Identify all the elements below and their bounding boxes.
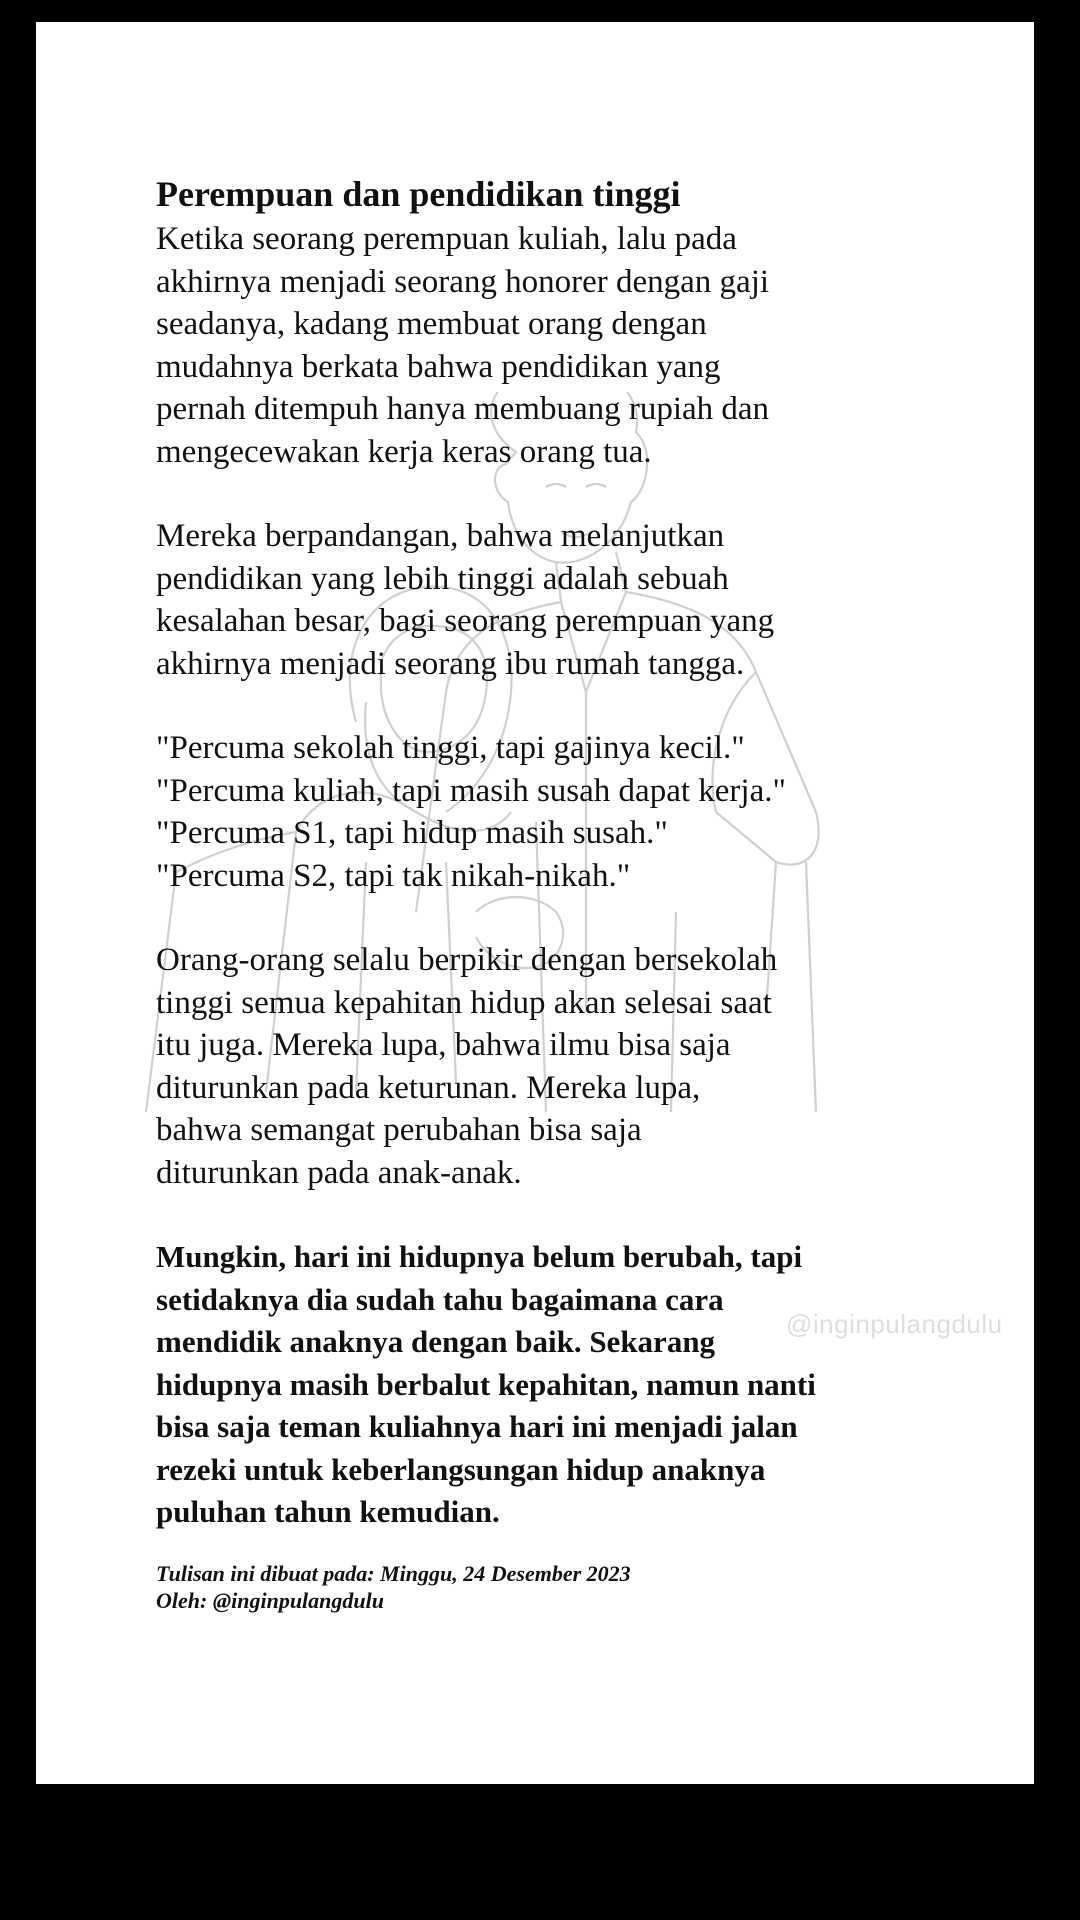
document-page [36, 22, 1034, 1784]
quotes-block [156, 727, 936, 897]
watermark-text: @inginpulangdulu [786, 1309, 1003, 1339]
quote-line: "Percuma S2, tapi tak nikah-nikah." [156, 857, 631, 894]
footer-date: Tulisan ini dibuat pada: Minggu, 24 Desember 2023 [156, 1560, 631, 1586]
article-body [156, 172, 936, 1614]
quote-line: "Percuma S1, tapi hidup masih susah." [156, 815, 668, 851]
article-title: Perempuan dan pendidikan tinggi [156, 174, 681, 214]
quote-line: "Percuma sekolah tinggi, tapi gajinya kecil." [156, 730, 745, 766]
paragraph-2: Mereka berpandangan, bahwa melanjutkan pendidikan yang lebih tinggi adalah sebuah kesalahan besar, bagi seorang perempuan yang akhirnya menjadi seorang ibu rumah tangga. [156, 518, 775, 682]
paragraph-3: Orang-orang selalu berpikir dengan bersekolah tinggi semua kepahitan hidup akan selesai saat itu juga. Mereka lupa, bahwa ilmu bisa saja diturunkan pada keturunan. Mereka lupa, bahwa semangat perubahan bisa saja diturunkan pada anak-anak. [156, 942, 778, 1191]
paragraph-1: Ketika seorang perempuan kuliah, lalu pada akhirnya menjadi seorang honorer dengan gaji seadanya, kadang membuat orang dengan mudahnya berkata bahwa pendidikan yang pernah ditempuh hanya membuang rupiah dan mengecewakan kerja keras orang tua. [156, 221, 770, 470]
quote-line: "Percuma kuliah, tapi masih susah dapat kerja." [156, 772, 786, 809]
paragraph-4-bold: Mungkin, hari ini hidupnya belum berubah, tapi setidaknya dia sudah tahu bagaimana cara mendidik anaknya dengan baik. Sekarang hidupnya masih berbalut kepahitan, namun nanti bisa saja teman kuliahnya hari ini menjadi jalan rezeki untuk keberlangsungan hidup anaknya puluhan tahun kemudian. [156, 1239, 816, 1529]
article-footer [156, 1560, 936, 1614]
footer-author: Oleh: @inginpulangdulu [156, 1587, 384, 1613]
